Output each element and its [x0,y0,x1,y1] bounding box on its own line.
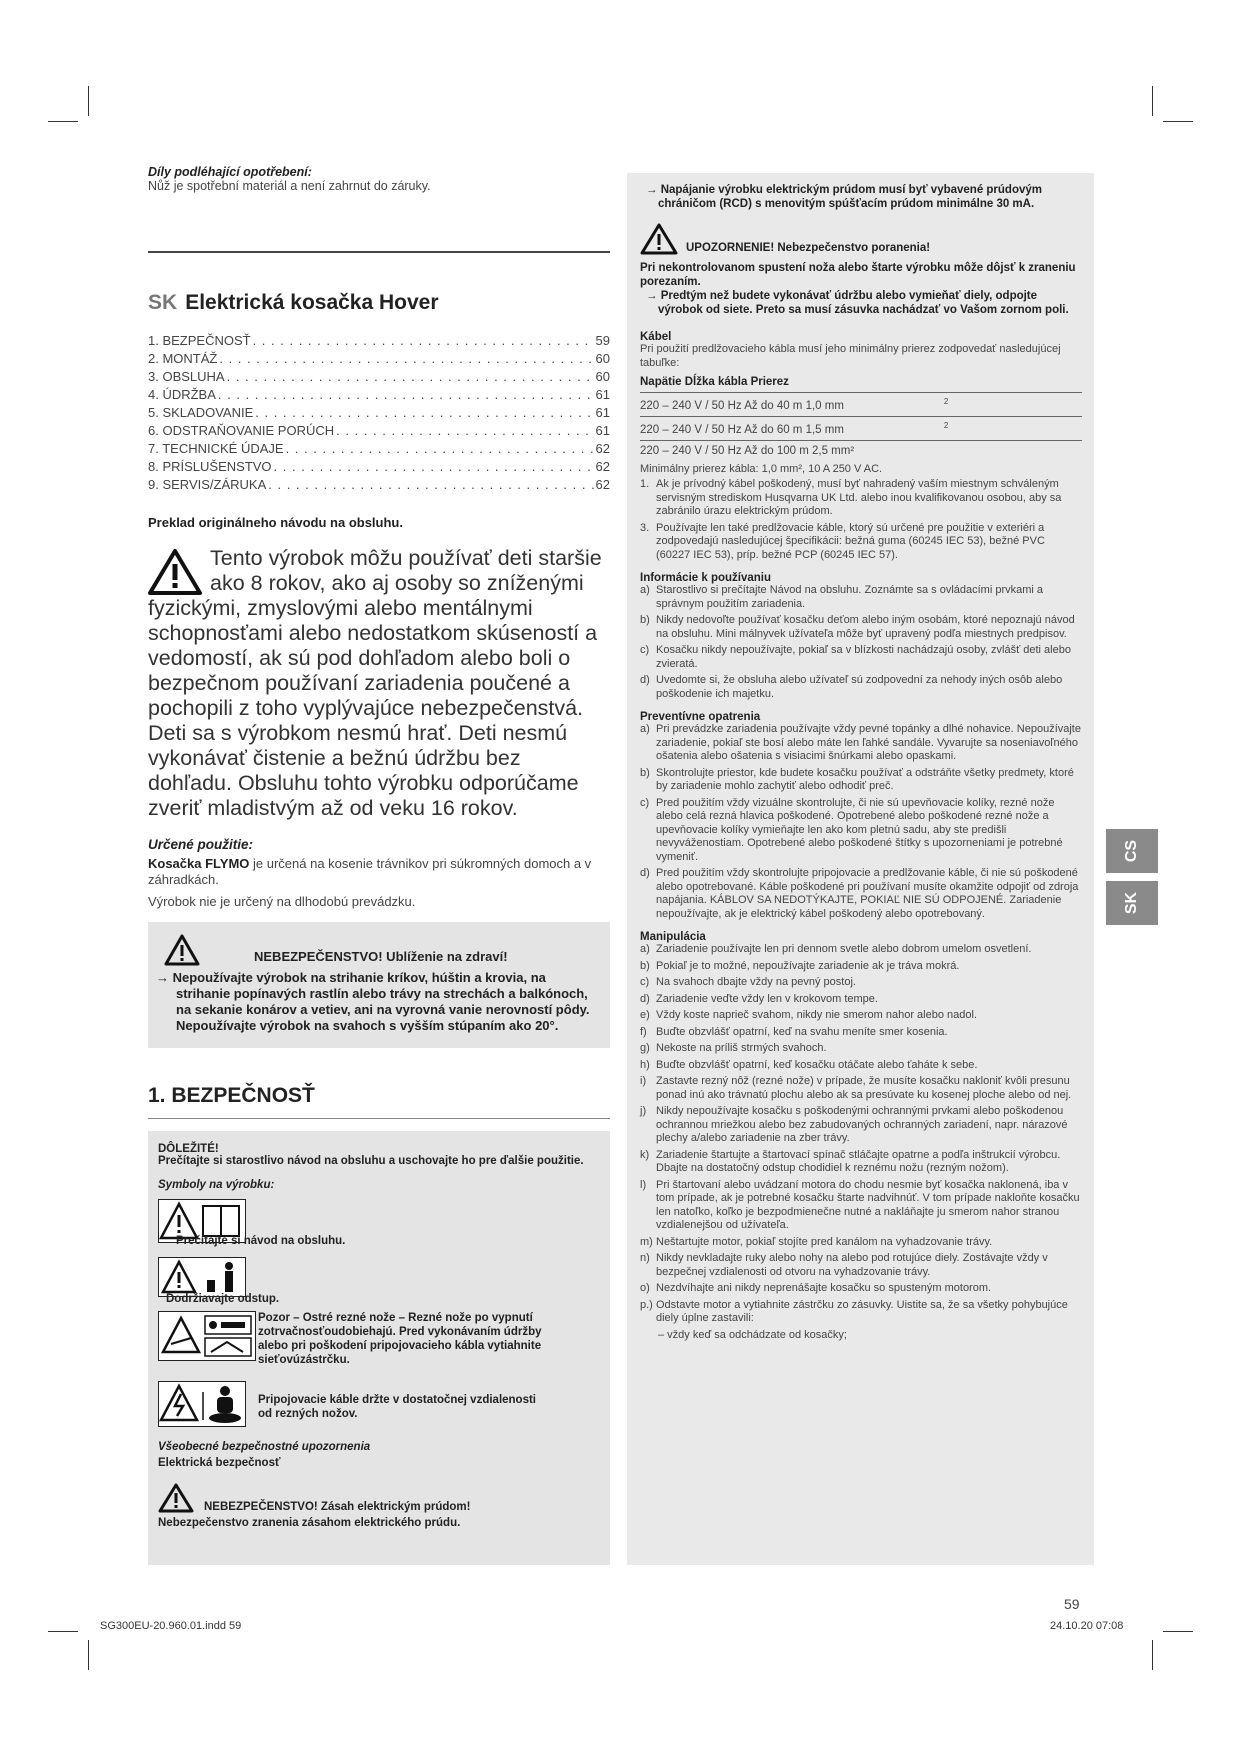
handling-heading: Manipulácia [640,931,706,944]
toc-item[interactable]: 5. SKLADOVANIE . . . 61 [148,405,610,423]
wear-parts-heading: Díly podléhající opotřebení: [148,165,312,179]
table-row: 220 – 240 V / 50 Hz Až do 100 m 2,5 mm² [640,444,855,457]
info-heading: Informácie k používaniu [640,572,771,585]
divider [148,251,610,253]
right-column [627,173,1094,1565]
list-item: 1. Ak je prívodný kábel poškodený, musí byť nahradený vaším miestnym schváleným servisným strediskom Husqvarna UK Ltd. alebo inou kvalifikovanou osobou, aby sa zabránilo úrazu elektrickým prúdom. [640,478,1062,518]
list-item: o) Nezdvíhajte ani nikdy neprenášajte kosačku so spusteným motorom. [640,1282,992,1295]
danger-text: → Nepoužívajte výrobok na strihanie kríkov, húštin a krovia, na strihanie popínavých rastlín alebo trávy na strechách a balkónoch, na sekanie konárov a vetiev, ani na vyrovná vanie nerovností pôdy. Nepoužívajte výrobok na svahoch s vyšším stúpaním ako 20°. [156,970,590,1033]
rcd-note: → Napájanie výrobku elektrickým prúdom musí byť vybavené prúdovým chráničom (RCD) s menovitým spúšťacím prúdom minimálne 30 mA. [646,184,1043,210]
keep-distance-icon [158,1257,246,1297]
list-item: n) Nikdy nevkladajte ruky alebo nohy na alebo pod rotujúce diely. Zostávajte vždy v bezpečnej vzdialenosti od otvoru na vyhadzovanie trávy. [640,1252,1048,1278]
electric-danger [158,1483,600,1513]
caution-title: UPOZORNENIE! Nebezpečenstvo poranenia! [686,242,931,254]
toc-item[interactable]: 6. ODSTRAŇOVANIE PORÚCH . . . 61 [148,423,610,441]
general-heading: Všeobecné bezpečnostné upozornenia [158,1441,371,1453]
cable-table-header: Napätie Dĺžka kábla Prierez [640,376,789,388]
caution-header [640,223,1082,255]
warning-icon [164,934,200,966]
table-row: 220 – 240 V / 50 Hz Až do 60 m 1,5 mm $^2$ [640,416,1082,440]
intended-use-heading: Určené použitie: [148,837,254,852]
crop-mark [1163,121,1193,122]
list-item: p.) Odstavte motor a vytiahnite zástrčku zo zásuvky. Uistite sa, že sa všetky pohybujúce diely úplne zastavili: [640,1298,1068,1325]
cable-heading: Kábel [640,331,672,343]
important-heading: DÔLEŽITÉ! [158,1143,219,1155]
crop-mark [88,1640,89,1670]
symbols-heading: Symboly na výrobku: [158,1179,275,1191]
warning-icon [158,1483,194,1513]
left-column [148,165,610,1565]
warning-icon [148,548,202,596]
list-item: i) Zastavte rezný nôž (rezné nože) v prípade, že musíte kosačku nakloniť kvôli presunu ponad inú ako trávnatú plochu alebo ak sa presúvate ku kosenej ploche alebo od nej. [640,1075,1072,1101]
children-warning: Tento výrobok môžu používať deti staršie ako 8 rokov, ako aj osoby so zníženými fyzickými, zmyslovými alebo mentálnymi schopnosťami alebo nedostatkom skúseností a vedomostí, ak sú pod dohľadom alebo boli o bezpečnom používaní zariadenia poučené a pochopili z toho vyplývajúce nebezpečenstvá. Deti sa s výrobkom nesmú hrať. Deti nesmú vykonávať čistenie a bežnú údržbu bez dohľadu. Obsluhu tohto výrobku odporúčame zveriť mladistvým až od veku 16 rokov. [148,546,602,820]
safety-box [148,1131,610,1565]
toc-item[interactable]: 8. PRÍSLUŠENSTVO . . . 62 [148,459,610,477]
warning-icon [640,223,678,255]
section-heading: 1. BEZPEČNOSŤ [148,1084,315,1107]
tab-cs[interactable]: CS [1106,829,1158,873]
list-item: a) Starostlivo si prečítajte Návod na obsluhu. Zoznámte sa s ovládacími prvkami a správnym použitím zariadenia. [640,584,1044,610]
footer-timestamp: 24.10.20 07:08 [1050,1620,1124,1632]
table-row: 220 – 240 V / 50 Hz Až do 40 m 1,0 mm $^2$ [640,393,1082,417]
danger-box [148,922,610,1048]
cable-table [640,392,1082,461]
tab-sk[interactable]: SK [1106,881,1158,925]
crop-mark [1152,86,1153,116]
divider [148,1118,610,1119]
list-item: c) Na svahoch dbajte vždy na pevný postoj. [640,976,856,989]
cable-distance-icon [158,1381,246,1427]
toc-item[interactable]: 7. TECHNICKÉ ÚDAJE . . . 62 [148,441,610,459]
caution-arrow: → Predtým než budete vykonávať údržbu alebo vymieňať diely, odpojte výrobok od siete. Preto sa musí zásuvka nachádzať vo Vašom zornom poli. [646,290,1069,316]
last-line: – vždy keď sa odchádzate od kosačky; [658,1328,847,1341]
page-title [148,291,610,315]
list-item: e) Vždy koste naprieč svahom, nikdy nie smerom nahor alebo nadol. [640,1009,978,1022]
list-item: d) Pred použitím vždy skontrolujte pripojovacie a predlžovanie káble, či nie sú poškodené alebo opotrebované. Káble poškodené pri používaní musíte okamžite odpojiť od zdroja napájania. KÁBLOV SA NEDOTÝKAJTE, POKIAĽ NIE SÚ ODPOJENÉ. Zariadenie nepoužívajte, ak je elektrický kábel poškodený alebo opotrebovaný. [640,867,1079,920]
symbol-sharp-blades: Pozor – Ostré rezné nože – Rezné nože po vypnutí zotrvačnosťoudobiehajú. Pred vykonávaním údržby alebo pri poškodení pripojovacieho kábla vytiahnite sieťovúzástrčku. [158,1311,600,1377]
list-item: l) Pri štartovaní alebo uvádzaní motora do chodu nesmie byť kosačka naklonená, iba v tom prípade, ak je potrebné kosačku štarte nadvihnúť. V tom prípade nakloňte kosačku len natoľko, koľko je bezpodmienečne nutné a nakláňajte ju smerom nahor stranou vzdialenejšou od užívateľa. [640,1178,1080,1232]
crop-mark [48,121,78,122]
symbol-keep-distance: Dodržiavajte odstup. [158,1257,600,1309]
intended-use-text2: Výrobok nie je určený na dlhodobú prevádzku. [148,894,416,909]
list-item: d) Uvedomte si, že obsluha alebo užívateľ sú zodpovední za nehody iných osôb alebo poškodenie ich majetku. [640,674,1063,700]
sharp-blades-icon [158,1311,256,1361]
list-item: b) Nikdy nedovoľte používať kosačku deťom alebo iným osobám, ktoré nepoznajú návod na obsluhu. Mini málnyvek užívateľa môže byť upravený podľa miestnych predpisov. [640,614,1075,640]
crop-mark [48,1631,78,1632]
wear-parts-text: Nůž je spotřební materiál a není zahrnut do záruky. [148,179,431,193]
intended-use-text: Kosačka FLYMO je určená na kosenie trávnikov pri súkromných domoch a v záhradkách. [148,856,592,887]
toc-item[interactable]: 9. SERVIS/ZÁRUKA . . . 62 [148,477,610,495]
toc-item[interactable]: 4. ÚDRŽBA . . . 61 [148,387,610,405]
list-item: a) Zariadenie používajte len pri dennom svetle alebo dobrom umelom osvetlení. [640,943,1032,956]
list-item: g) Nekoste na príliš strmých svahoch. [640,1042,827,1055]
list-item: c) Kosačku nikdy nepoužívajte, pokiaľ sa v blízkosti nachádzajú osoby, zvlášť deti alebo zvieratá. [640,644,1071,670]
crop-mark [88,86,89,116]
crop-mark [1163,1631,1193,1632]
crop-mark [1152,1640,1153,1670]
table-of-contents [148,333,610,495]
symbol-cable-distance: Pripojovacie káble držte v dostatočnej vzdialenosti od rezných nožov. [158,1381,600,1433]
cable-min: Minimálny prierez kábla: 1,0 mm², 10 A 250 V AC. [640,462,883,475]
list-item: f) Buďte obzvlášť opatrní, keď na svahu meníte smer kosenia. [640,1025,948,1038]
cable-text: Pri použití predlžovacieho kábla musí jeho minimálny prierez zodpovedať nasledujúcej tabuľke: [640,343,1061,369]
list-item: c) Pred použitím vždy vizuálne skontrolujte, či nie sú upevňovacie kolíky, rezné nože alebo celá rezná hlavica poškodené. Opotrebené alebo poškodené rezné nože a upevňovacie kolíky vymieňajte len ako kom pletnú sadu, aby ste predišli nevyváženostiam. Opotrebené alebo poškodené štítky s upozorneniami je potrebné vymeniť. [640,796,1063,863]
important-text: Prečítajte si starostlivo návod na obsluhu a uschovajte ho pre ďalšie použitie. [158,1155,584,1167]
title-text: Elektrická kosačka Hover [185,291,439,314]
toc-item[interactable]: 2. MONTÁŽ . . . 60 [148,351,610,369]
electric-danger-text: Nebezpečenstvo zranenia zásahom elektrického prúdu. [158,1517,461,1529]
electric-danger-title: NEBEZPEČENSTVO! Zásah elektrickým prúdom! [204,1501,471,1513]
toc-item[interactable]: 3. OBSLUHA . . . 60 [148,369,610,387]
list-item: b) Pokiaľ je to možné, nepoužívajte zariadenie ak je tráva mokrá. [640,959,960,972]
preventive-heading: Preventívne opatrenia [640,711,761,724]
danger-title: NEBEZPEČENSTVO! Ublíženie na zdraví! [254,949,508,964]
list-item: b) Skontrolujte priestor, kde budete kosačku používať a odstráňte všetky predmety, ktoré by zariadenie mohlo zachytiť alebo odhodiť preč. [640,766,1074,793]
list-item: m) Neštartujte motor, pokiaľ stojíte pred kanálom na vyhadzovanie trávy. [640,1235,993,1248]
symbol-read-manual: Prečítajte si návod na obsluhu. [158,1199,600,1257]
list-item: j) Nikdy nepoužívajte kosačku s poškodenými ochrannými prvkami alebo poškodenou ochrannou mriežkou alebo bez zabudovaných ochranných zariadení, napr. nárazové plechy a/alebo zariadenie na zber trávy. [640,1105,1068,1145]
caution-text: Pri nekontrolovanom spustení noža alebo štarte výrobku môže dôjsť k zraneniu porezaním. [640,262,1076,288]
list-item: h) Buďte obzvlášť opatrní, keď kosačku otáčate alebo ťaháte k sebe. [640,1058,978,1071]
page-number: 59 [1064,1596,1080,1612]
toc-item[interactable]: 1. BEZPEČNOSŤ . . . 59 [148,333,610,351]
list-item: a) Pri prevádzke zariadenia používajte vždy pevné topánky a dlhé nohavice. Nepoužívajte zariadenie, pokiaľ ste bosí alebo máte len ľahké sandále. Vyvarujte sa noseniavoľného ošatenia alebo ošatenia s visiacimi šnúrkami alebo opaskami. [640,723,1081,763]
list-item: d) Zariadenie veďte vždy len v krokovom tempe. [640,992,878,1005]
language-code: SK [148,291,178,314]
list-item: 3. Používajte len také predlžovacie káble, ktorý sú určené pre použitie v exteriéri a zodpovedajú nasledujúcej špecifikácii: bežná guma (60245 IEC 53), bežné PVC (60227 IEC 53), príp. bežné PCP (60245 IEC 57). [640,521,1045,561]
footer-file: SG300EU-20.960.01.indd 59 [100,1620,242,1632]
translation-note: Preklad originálneho návodu na obsluhu. [148,515,403,530]
list-item: k) Zariadenie štartujte a štartovací spínač stláčajte opatrne a podľa inštrukcií výrobcu. Dbajte na dostatočný odstup chodidiel k reznému nožu (rezným nožom). [640,1148,1061,1175]
electrical-heading: Elektrická bezpečnosť [158,1457,281,1469]
